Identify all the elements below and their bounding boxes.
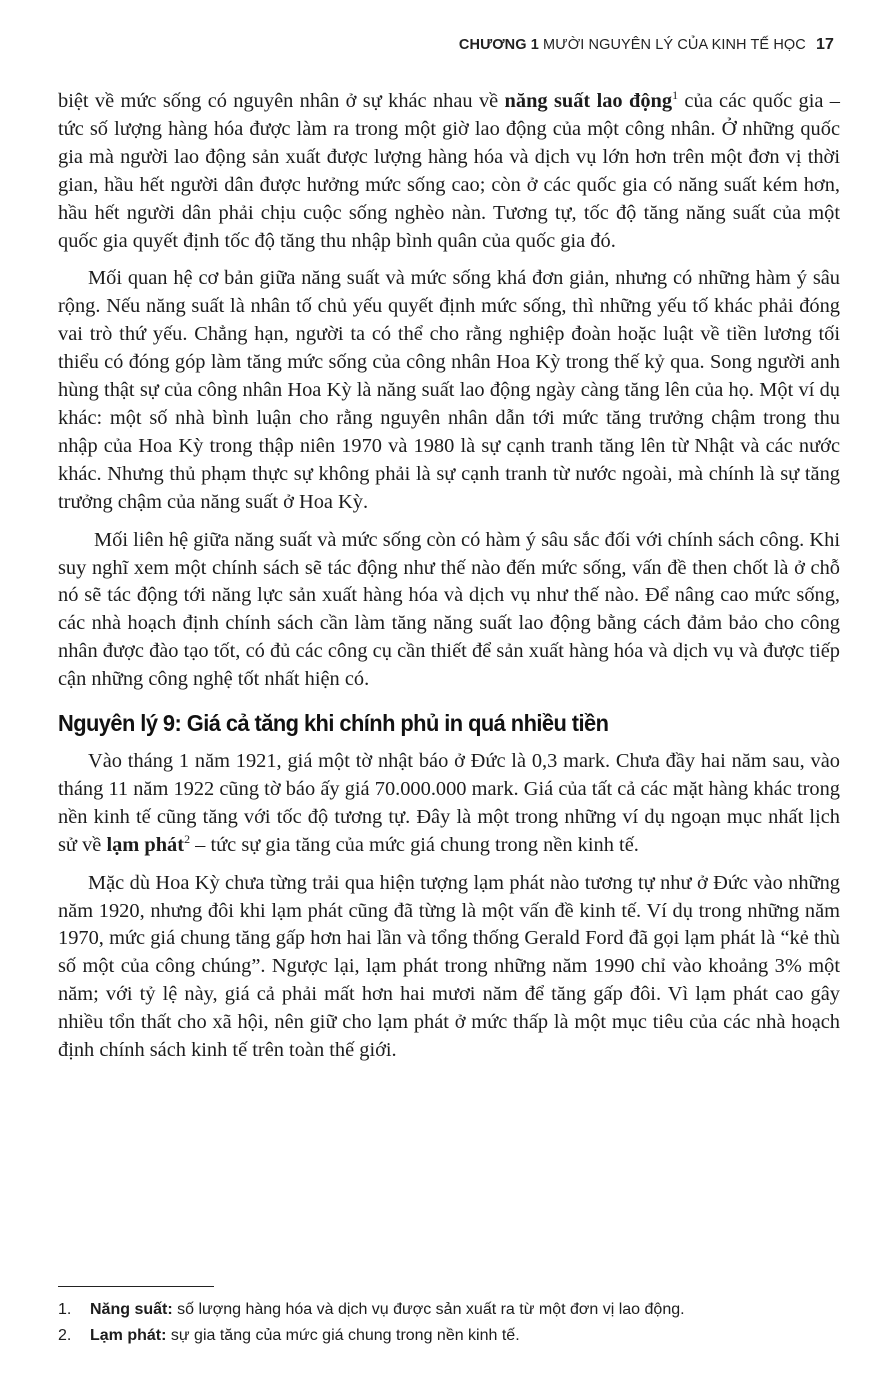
body-text [58, 88, 840, 1065]
key-term-inflation: lạm phát [106, 833, 185, 856]
paragraph-text: – tức sự gia tăng của mức giá chung trong nền kinh tế. [190, 833, 639, 856]
footnote-text: sự gia tăng của mức giá chung trong nền kinh tế. [166, 1327, 520, 1344]
footnote-divider [58, 1286, 214, 1287]
page-number: 17 [816, 36, 834, 53]
paragraph-text: biệt về mức sống có nguyên nhân ở sự khác nhau về [58, 90, 505, 112]
chapter-label: CHƯƠNG 1 [458, 37, 539, 53]
footnote-text: số lượng hàng hóa và dịch vụ được sản xuất ra từ một đơn vị lao động. [172, 1301, 685, 1318]
paragraph-4 [58, 748, 840, 860]
paragraph-text: của các quốc gia – tức số lượng hàng hóa được làm ra trong một giờ lao động của một công nhân. Ở những quốc gia mà người lao động sản xuất được lượng hàng hóa và dịch vụ lớn hơn trên một đơn vị thời gian, hầu hết người dân được hưởng mức sống cao; còn ở các quốc gia có năng suất kém hơn, hầu hết người dân phải chịu cuộc sống nghèo nàn. Tương tự, tốc độ tăng năng suất của một quốc gia quyết định tốc độ tăng thu nhập bình quân của quốc gia đó. [58, 90, 840, 252]
paragraph-1 [58, 88, 840, 255]
footnotes [58, 1297, 848, 1349]
paragraph-text: Vào tháng 1 năm 1921, giá một tờ nhật báo ở Đức là 0,3 mark. Chưa đầy hai năm sau, vào tháng 11 năm 1922 cũng tờ báo ấy giá 70.000.000 mark. Giá của tất cả các mặt hàng khác trong nền kinh tế cũng tăng với tốc độ tương tự. Đây là một trong những ví dụ ngoạn mục nhất lịch sử về [58, 750, 840, 856]
chapter-title: MƯỜI NGUYÊN LÝ CỦA KINH TẾ HỌC [543, 37, 806, 53]
key-term-productivity: năng suất lao động [504, 90, 673, 112]
footnote-ref-1: 1 [672, 88, 679, 102]
paragraph-3: Mối liên hệ giữa năng suất và mức sống còn có hàm ý sâu sắc đối với chính sách công. Khi suy nghĩ xem một chính sách sẽ tác động như thế nào đến mức sống, vấn đề then chốt là ở chỗ nó sẽ tác động tới năng lực sản xuất hàng hóa và dịch vụ như thế nào. Để nâng cao mức sống, các nhà hoạch định chính sách cần làm tăng năng suất lao động bằng cách đảm bảo cho công nhân được đào tạo tốt, có đủ các công cụ cần thiết để sản xuất hàng hóa và dịch vụ và được tiếp cận những công nghệ tốt nhất hiện có. [58, 528, 840, 691]
footnote-ref-2: 2 [184, 831, 191, 846]
footnote-number: 2. [58, 1327, 72, 1344]
footnote-term: Năng suất: [90, 1301, 173, 1318]
paragraph-5: Mặc dù Hoa Kỳ chưa từng trải qua hiện tượng lạm phát nào tương tự như ở Đức vào những năm 1920, nhưng đôi khi lạm phát cũng đã từng là một vấn đề kinh tế. Ví dụ trong những năm 1970, mức giá chung tăng gấp hơn hai lần và tổng thống Gerald Ford đã gọi lạm phát là “kẻ thù số một của công chúng”. Ngược lại, lạm phát trong những năm 1990 chỉ vào khoảng 3% một năm; với tỷ lệ này, giá cả phải mất hơn hai mươi năm để tăng gấp đôi. Vì lạm phát cao gây nhiều tổn thất cho xã hội, nên giữ cho lạm phát ở mức thấp là một mục tiêu của các nhà hoạch định chính sách kinh tế trên toàn thế giới. [58, 871, 840, 1062]
footnote-term: Lạm phát: [90, 1327, 167, 1344]
footnote-2 [58, 1323, 848, 1349]
footnote-number: 1. [58, 1301, 72, 1318]
footnote-1 [58, 1297, 848, 1323]
paragraph-2: Mối quan hệ cơ bản giữa năng suất và mức sống khá đơn giản, nhưng có những hàm ý sâu rộng. Nếu năng suất là nhân tố chủ yếu quyết định mức sống, thì những yếu tố khác phải đóng vai trò thứ yếu. Chẳng hạn, người ta có thể cho rằng nghiệp đoàn hoặc luật về tiền lương tối thiểu có đóng góp làm tăng mức sống của công nhân Hoa Kỳ trong thế kỷ qua. Song người anh hùng thật sự của công nhân Hoa Kỳ là năng suất lao động ngày càng tăng lên của họ. Một ví dụ khác: một số nhà bình luận cho rằng nguyên nhân dẫn tới mức tăng trưởng chậm trong thu nhập của Hoa Kỳ trong thập niên 1970 và 1980 là sự cạnh tranh tăng lên từ Nhật và các nước khác. Nhưng thủ phạm thực sự không phải là sự cạnh tranh từ nước ngoài, mà chính là sự tăng trưởng chậm của năng suất ở Hoa Kỳ. [58, 267, 840, 513]
running-header [459, 36, 834, 54]
section-heading: Nguyên lý 9: Giá cả tăng khi chính phủ in quá nhiều tiền [58, 710, 609, 737]
